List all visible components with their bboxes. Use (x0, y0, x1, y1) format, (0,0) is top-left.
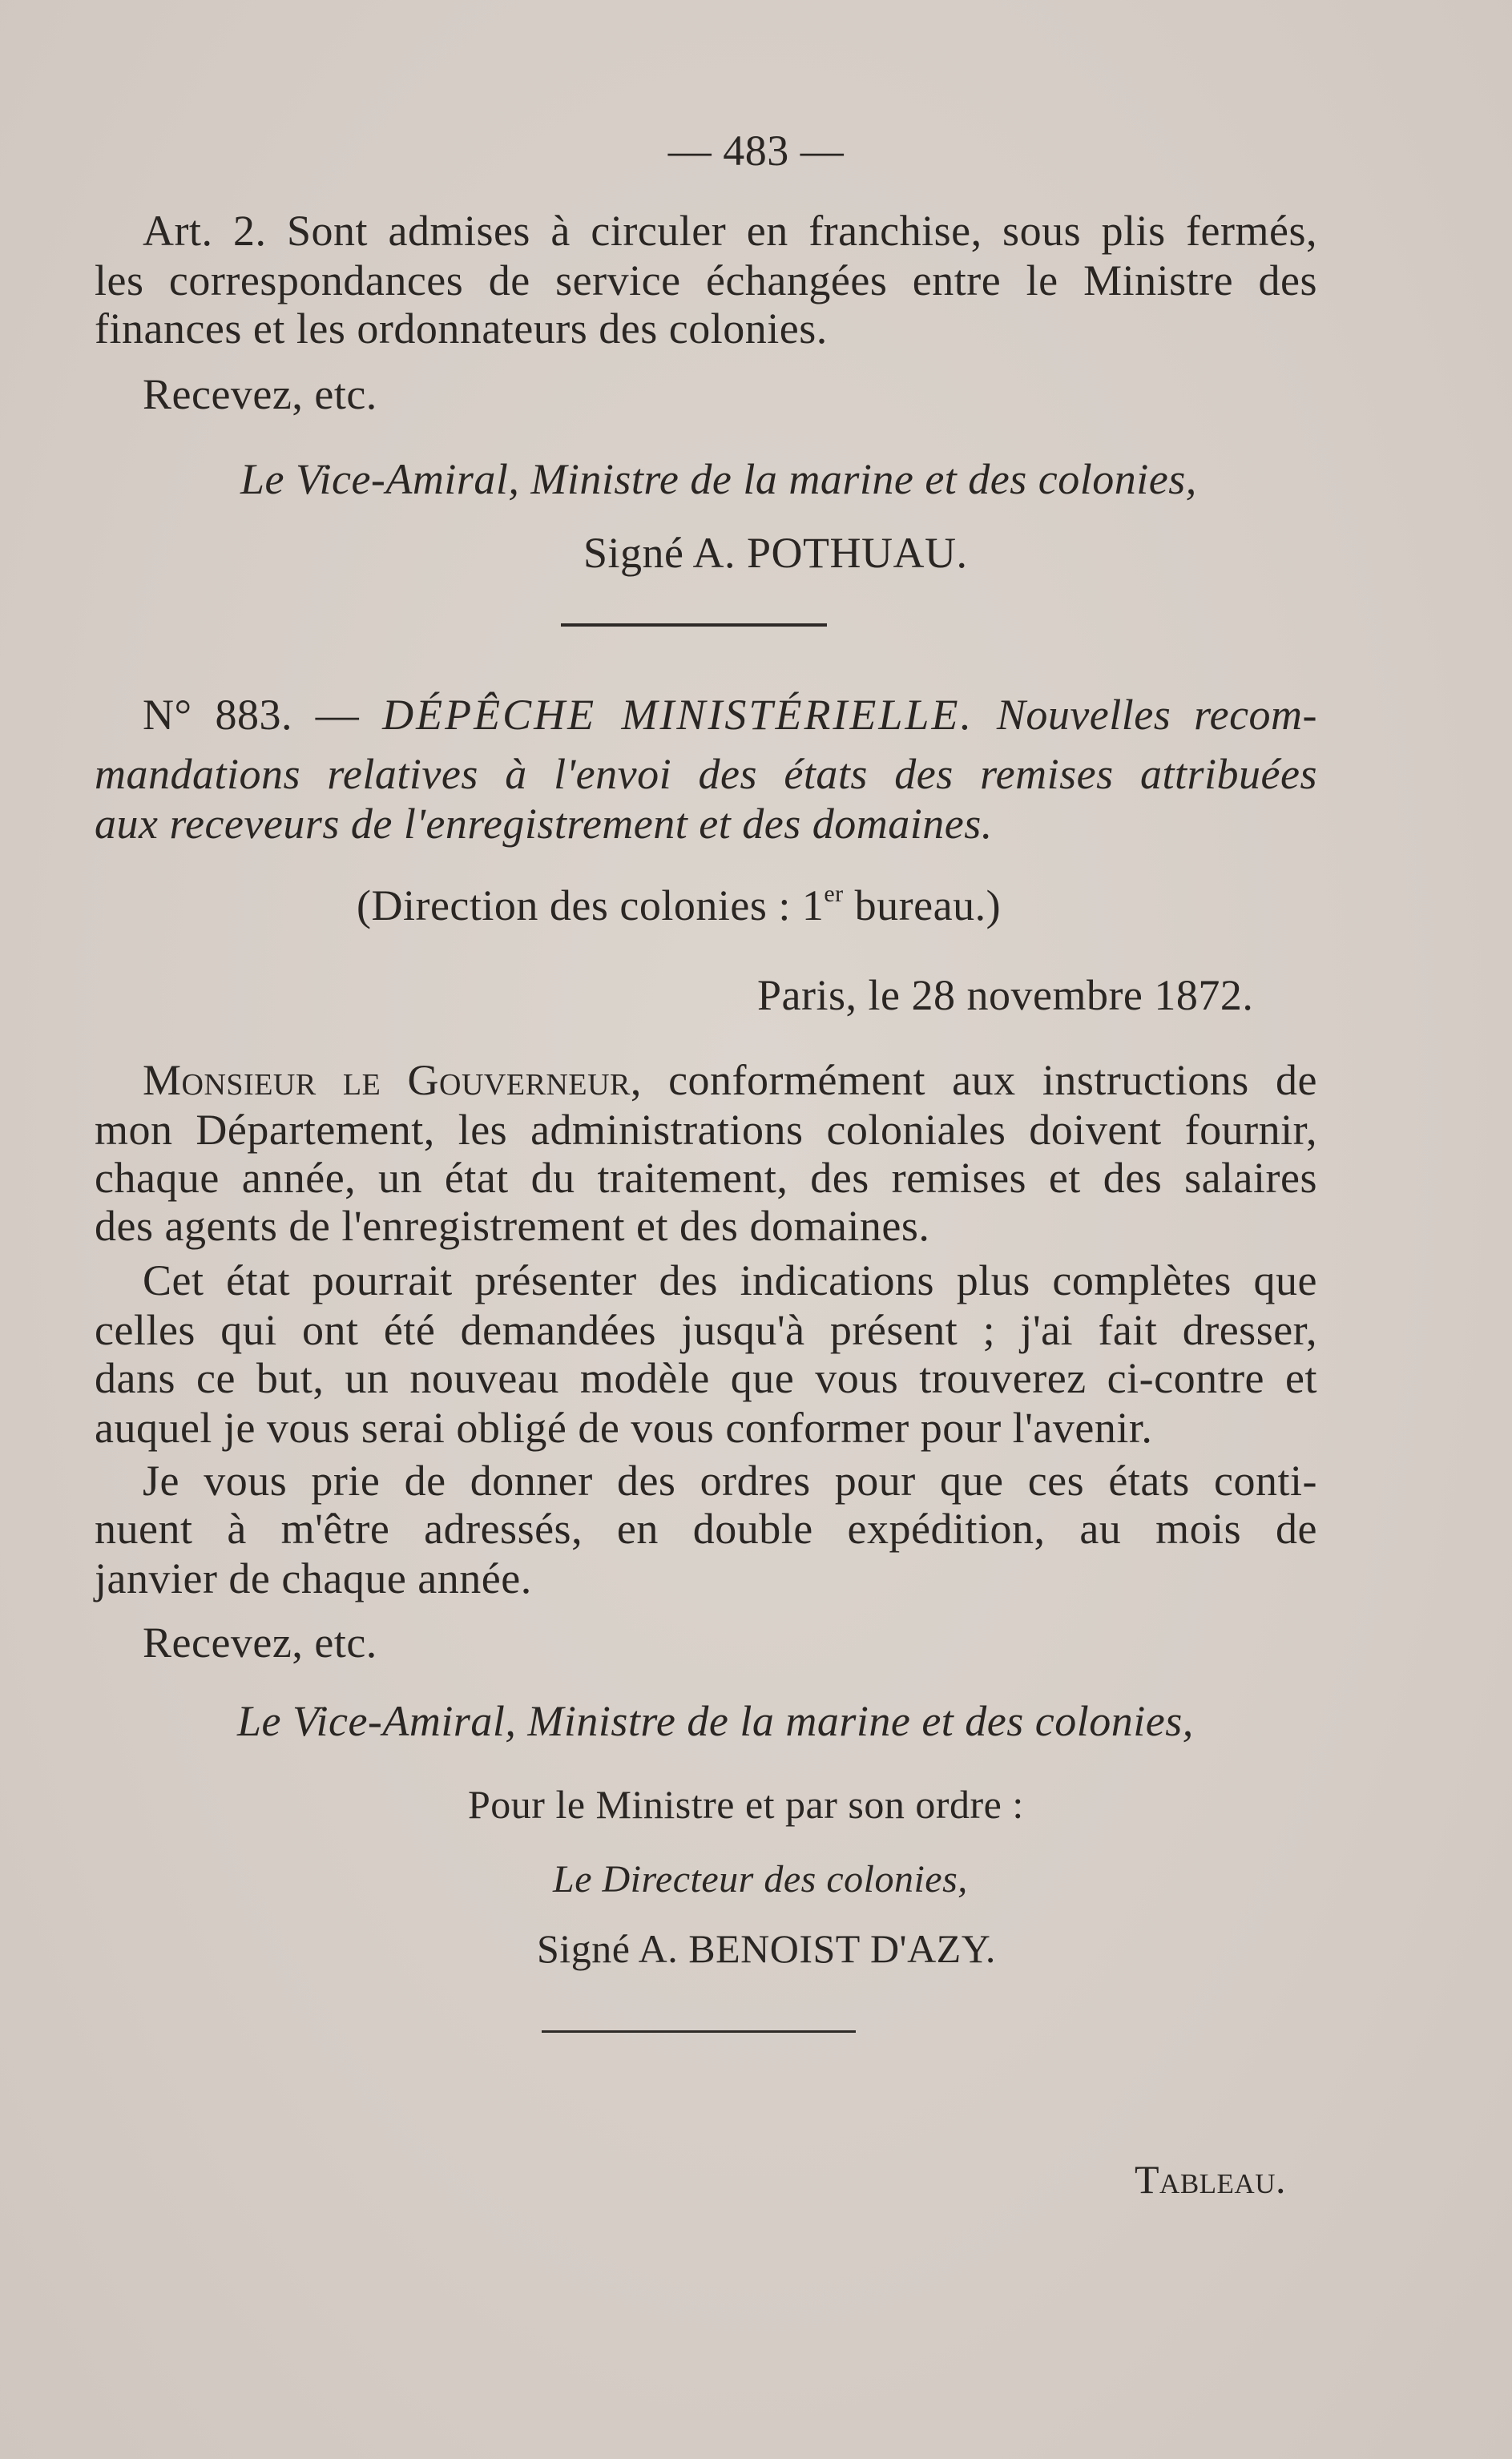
art2-closing: Recevez, etc. (143, 370, 377, 418)
footer-catchword: Tableau. (1135, 2157, 1286, 2202)
para2-line-3: dans ce but, un nouveau modèle que vous trouverez ci-contre et (95, 1354, 1317, 1402)
para1-line-1 (143, 1056, 1317, 1104)
para1-line-4: des agents de l'enregistrement et des domaines. (95, 1202, 930, 1250)
director-title: Le Directeur des colonies, (553, 1858, 968, 1901)
depeche-title-tail: Nouvelles recom- (996, 691, 1318, 739)
depeche-heading: DÉPÊCHE MINISTÉRIELLE. (382, 691, 974, 739)
para1-first-tail: conformément aux instructions de (641, 1056, 1317, 1104)
depeche-closing: Recevez, etc. (143, 1619, 377, 1667)
direction-suffix: bureau.) (843, 881, 1002, 929)
art2-signatory-title: Le Vice-Amiral, Ministre de la marine et des colonies, (240, 455, 1197, 503)
art2-line-1: Art. 2. Sont admises à circuler en franchise, sous plis fermés, (143, 207, 1317, 255)
art2-line-2: les correspondances de service échangées entre le Ministre des (95, 256, 1317, 304)
depeche-title-line-3: aux receveurs de l'enregistrement et des domaines. (95, 800, 993, 848)
art2-signature: Signé A. POTHUAU. (583, 529, 968, 577)
direction-prefix: (Direction des colonies : 1 (357, 881, 825, 929)
para2-line-1: Cet état pourrait présenter des indications plus complètes que (143, 1256, 1317, 1304)
para3-line-1: Je vous prie de donner des ordres pour que ces états conti- (143, 1457, 1317, 1505)
para2-line-4: auquel je vous serai obligé de vous conformer pour l'avenir. (95, 1404, 1153, 1452)
salutation: Monsieur le Gouverneur, (143, 1056, 642, 1104)
place-date: Paris, le 28 novembre 1872. (757, 971, 1254, 1019)
art2-line-3: finances et les ordonnateurs des colonies. (95, 304, 828, 353)
para3-line-3: janvier de chaque année. (95, 1554, 532, 1602)
for-minister: Pour le Ministre et par son ordre : (468, 1782, 1024, 1827)
direction-sup: er (824, 881, 844, 907)
direction-line (357, 881, 1001, 929)
separator-rule-1 (561, 623, 827, 627)
para2-line-2: celles qui ont été demandées jusqu'à présent ; j'ai fait dresser, (95, 1306, 1317, 1354)
depeche-number: N° 883. — (143, 691, 360, 739)
para1-line-3: chaque année, un état du traitement, des remises et des salaires (95, 1154, 1317, 1202)
depeche-title-line-1 (143, 691, 1317, 739)
depeche-signature: Signé A. BENOIST D'AZY. (537, 1926, 996, 1971)
para1-line-2: mon Département, les administrations coloniales doivent fournir, (95, 1106, 1317, 1154)
page-number: — 483 — (667, 127, 845, 175)
depeche-signatory-title: Le Vice-Amiral, Ministre de la marine et des colonies, (237, 1697, 1194, 1745)
separator-rule-2 (542, 2030, 856, 2033)
para3-line-2: nuent à m'être adressés, en double expédition, au mois de (95, 1505, 1317, 1553)
depeche-title-line-2: mandations relatives à l'envoi des états des remises attribuées (95, 750, 1317, 798)
